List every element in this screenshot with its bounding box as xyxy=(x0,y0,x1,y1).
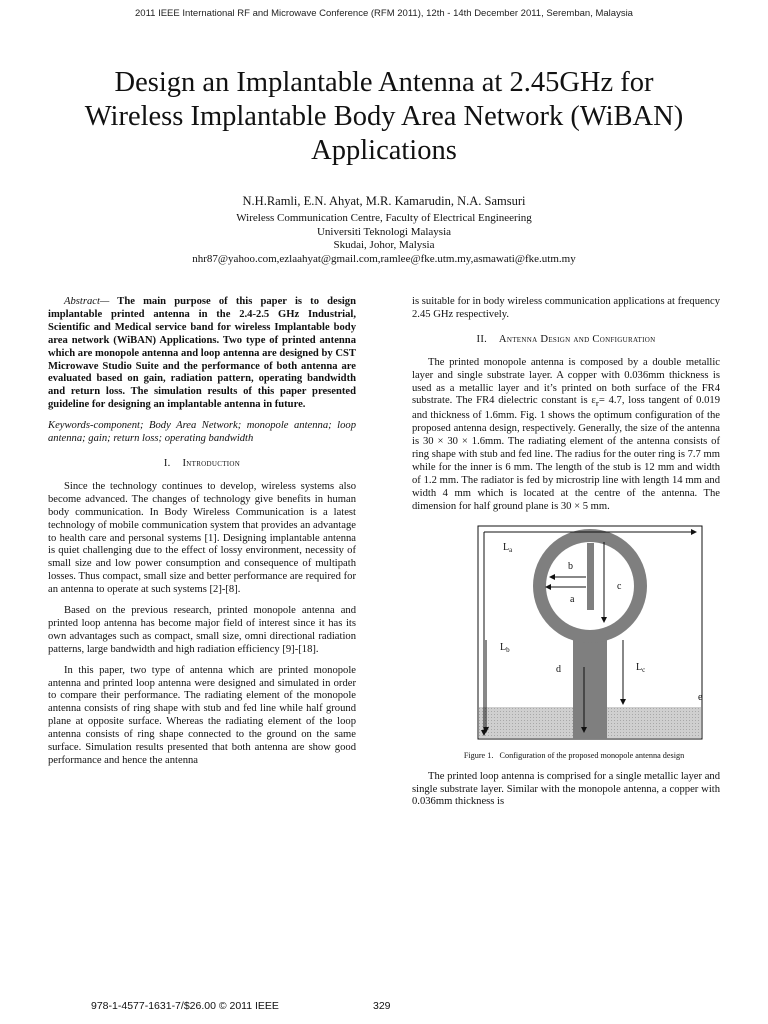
section-heading-introduction xyxy=(48,458,356,471)
page-number: 329 xyxy=(373,1000,391,1012)
abstract xyxy=(48,296,356,412)
figure-1-antenna-diagram xyxy=(428,522,706,744)
intro-paragraph-1: Since the technology continues to develop, wireless systems also become advanced. The changes of technology give benefits in human body communication. In Body Wireless Communication is a latest technology of mobile communication system that provides an advantage to health care and personal systems [1]. Designing implantable antenna is quiet challenging due to the effect of lossy environment, necessity of small size and low power consumption and consequence of multipath losses. Thus compact, small size and better performance are required for an antenna to operate at such systems [2]-[8]. xyxy=(48,480,356,596)
authors: N.H.Ramli, E.N. Ahyat, M.R. Kamarudin, N.A. Samsuri xyxy=(242,194,526,208)
affiliation xyxy=(40,212,728,266)
stub xyxy=(587,543,594,610)
intro-paragraph-3: In this paper, two type of antenna which are printed monopole antenna and printed loop antenna were designed and simulated in order to compare their performance. The radiating element of the monopole antenna consists of ring shape with stub and fed line while half ground plane at opposite surface. Whereas the radiating element of the loop antenna consists of ring shape connected to the ground on the same surface. Simulation results presented that both antenna are show good performance and hence the antenna xyxy=(48,664,356,766)
design-text-a: The printed monopole antenna is composed by a double metallic layer and single substrate layer. A copper with 0.036mm thickness is used as a metallic layer and it’s printed on both surface of the FR4 substrate. The FR4 dielectric constant is ε xyxy=(412,356,720,407)
figure-1-caption xyxy=(412,750,720,763)
label-e: e xyxy=(698,691,703,703)
label-la: $L_a$ xyxy=(503,541,513,554)
label-d: d xyxy=(556,663,561,675)
section-heading-antenna-design xyxy=(412,334,720,347)
epsilon-subscript: r xyxy=(595,398,599,409)
label-a: a xyxy=(570,593,575,605)
design-text-b: = 4.7, loss tangent of 0.019 and thickness of 1.6mm. Fig. 1 shows the optimum configuration of the proposed antenna design, respectively. Generally, the size of the antenna is 30 × 30 × 1.6mm. The radiating element of the antenna consists of ring shape with stub and fed line. The radius for the outer ring is 7.7 mm while for the inner is 6 mm. The length of the stub is 12 mm and width of 1.2 mm. The radiator is fed by microstrip line with length 14 mm and width 4 mm which is located at the centre of the antenna. The dimension for half ground plane is 30 × 5 mm. xyxy=(412,395,720,512)
affiliation-line-3: Skudai, Johor, Malysia xyxy=(333,239,435,251)
right-column xyxy=(412,296,720,817)
design-paragraph-2: The printed loop antenna is comprised for a single metallic layer and single substrate layer. Similar with the monopole antenna, a copper with 0.036mm thickness is xyxy=(412,770,720,808)
section-number: II. xyxy=(476,333,488,345)
label-lc: $L_c$ xyxy=(636,661,646,674)
label-b: b xyxy=(568,560,573,572)
left-column xyxy=(48,296,356,776)
antenna-svg xyxy=(428,522,706,744)
label-lb: $L_b$ xyxy=(500,641,510,654)
intro-continuation: is suitable for in body wireless communication applications at frequency 2.45 GHz respectively. xyxy=(412,296,720,320)
abstract-text: The main purpose of this paper is to design implantable printed antenna in the 2.4-2.5 GHz Industrial, Scientific and Medical service band for wireless Implantable body area network (WiBAN) Applications. Two type of printed antenna which are monopole antenna and loop antenna are designed by CST Microwave Studio Suite and the performance of both antenna are evaluated based on gain, radiation pattern, operating bandwidth and return loss. The simulation results of this paper presented guideline for designing an implantable antenna in future. xyxy=(48,296,356,411)
feed-line xyxy=(573,634,607,739)
keywords: Keywords-component; Body Area Network; monopole antenna; loop antenna; gain; return loss; operating bandwidth xyxy=(48,420,356,445)
paper-title xyxy=(40,66,728,168)
section-title: Introduction xyxy=(182,457,241,469)
author-emails: nhr87@yahoo.com,ezlaahyat@gmail.com,ramlee@fke.utm.my,asmawati@fke.utm.my xyxy=(192,252,576,265)
affiliation-line-1: Wireless Communication Centre, Faculty of Electrical Engineering xyxy=(236,212,532,224)
affiliation-line-2: Universiti Teknologi Malaysia xyxy=(316,225,452,238)
title-line-1: Design an Implantable Antenna at 2.45GHz for xyxy=(114,67,654,98)
figure-label: Figure 1. xyxy=(463,750,494,760)
figure-caption-text: Configuration of the proposed monopole antenna design xyxy=(499,750,685,760)
design-paragraph-1 xyxy=(412,357,720,514)
intro-paragraph-2: Based on the previous research, printed monopole antenna and printed loop antenna has become major field of interest since it has its own advantages such as compact, small size, omni directional radiation patterns, large bandwidth and high radiation efficiency [9]-[18]. xyxy=(48,605,356,655)
section-number: I. xyxy=(163,457,171,469)
title-line-2: Wireless Implantable Body Area Network (WiBAN) xyxy=(84,101,684,132)
abstract-label: Abstract— xyxy=(64,296,110,307)
footer-isbn: 978-1-4577-1631-7/$26.00 © 2011 IEEE xyxy=(91,1000,279,1012)
section-title: Antenna Design and Configuration xyxy=(498,333,656,345)
conference-header: 2011 IEEE International RF and Microwave Conference (RFM 2011), 12th - 14th December 2011, Seremban, Malaysia xyxy=(135,8,633,19)
title-line-3: Applications xyxy=(311,135,457,166)
label-c: c xyxy=(617,580,622,592)
